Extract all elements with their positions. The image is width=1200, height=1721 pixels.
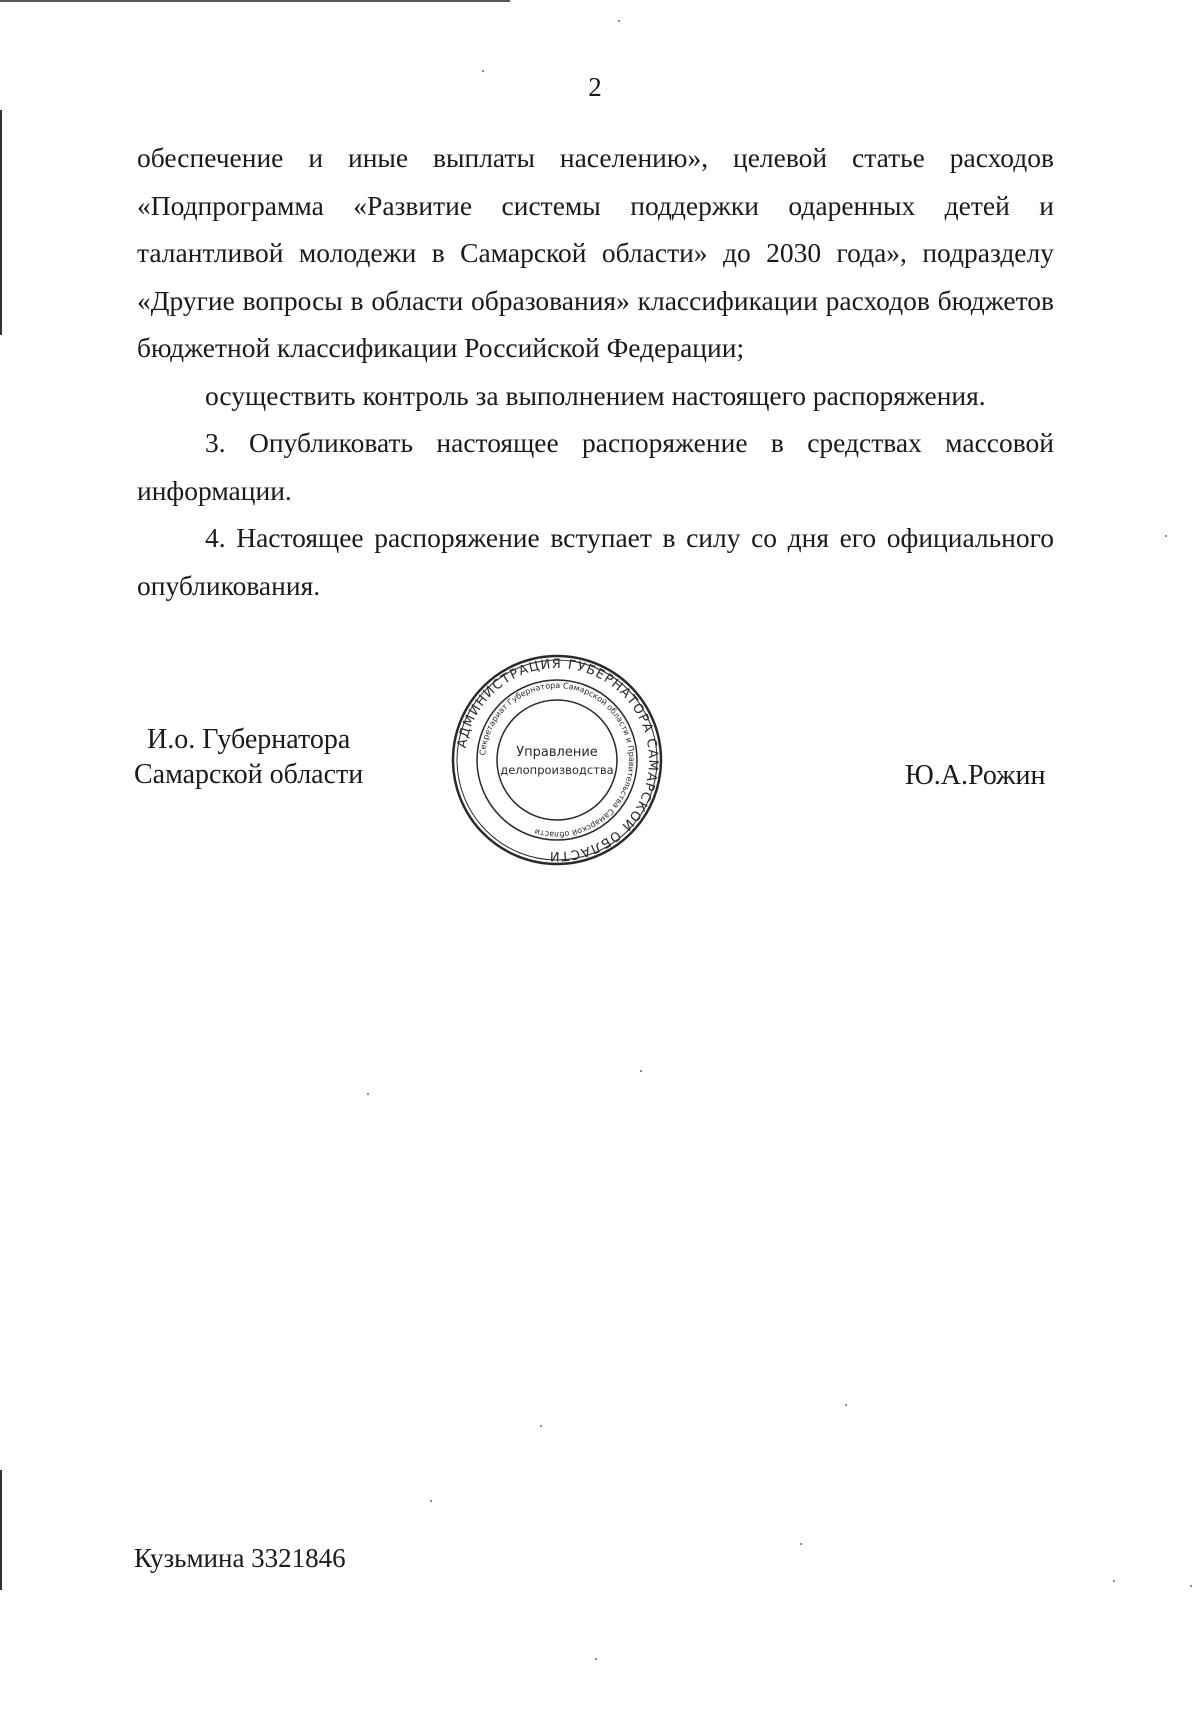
paragraph-effective-date: 4. Настоящее распоряжение вступает в силу со дня его официального опубликования. — [137, 522, 1054, 601]
signatory-position-line2: Самарской области — [134, 759, 364, 790]
scan-speck — [1190, 1585, 1192, 1587]
stamp-middle-ring — [477, 680, 637, 840]
stamp-center-line2: делопроизводства — [500, 763, 614, 777]
document-body — [137, 134, 1054, 609]
paragraph-control: осуществить контроль за выполнением настоящего распоряжения. — [205, 379, 986, 411]
scan-speck — [640, 1070, 642, 1072]
scan-speck — [800, 1543, 802, 1545]
signatory-position — [134, 722, 363, 792]
scan-speck — [1113, 1580, 1115, 1582]
stamp-inner-ring-text: Секретариат Губернатора Самарской области и Правительства Самарской области — [478, 680, 637, 840]
scan-edge-left-lower — [0, 1470, 2, 1590]
stamp-inner-ring — [497, 700, 617, 820]
scan-edge-top — [0, 0, 510, 2]
page-number: 2 — [588, 72, 602, 102]
scan-speck — [482, 70, 484, 72]
stamp-outer-text: АДМИНИСТРАЦИЯ ГУБЕРНАТОРА САМАРСКОЙ ОБЛАСТИ — [454, 656, 661, 864]
scan-speck — [367, 1093, 369, 1095]
signatory-name: Ю.А.Рожин — [905, 760, 1046, 791]
official-stamp — [447, 650, 667, 870]
paragraph-budget-classification: обеспечение и иные выплаты населению», целевой статье расходов «Подпрограмма «Развитие системы поддержки одаренных детей и талантливой молодежи в Самарской области» до 2030 года», подразделу «Другие вопросы в области образования» классификации расходов бюджетов бюджетной классификации Российской Федерации; — [137, 142, 1054, 363]
paragraph-publish: 3. Опубликовать настоящее распоряжение в средствах массовой информации. — [137, 427, 1054, 506]
stamp-center-line1: Управление — [516, 745, 598, 760]
scan-speck — [618, 20, 620, 22]
scan-speck — [845, 1404, 847, 1406]
scan-speck — [540, 1425, 542, 1427]
signatory-position-line1: И.о. Губернатора — [146, 724, 351, 755]
scan-edge-left — [0, 110, 2, 335]
scan-speck — [595, 1658, 597, 1660]
scan-speck — [1165, 535, 1167, 537]
scan-speck — [430, 1500, 432, 1502]
executor-contact: Кузьмина 3321846 — [134, 1543, 346, 1573]
